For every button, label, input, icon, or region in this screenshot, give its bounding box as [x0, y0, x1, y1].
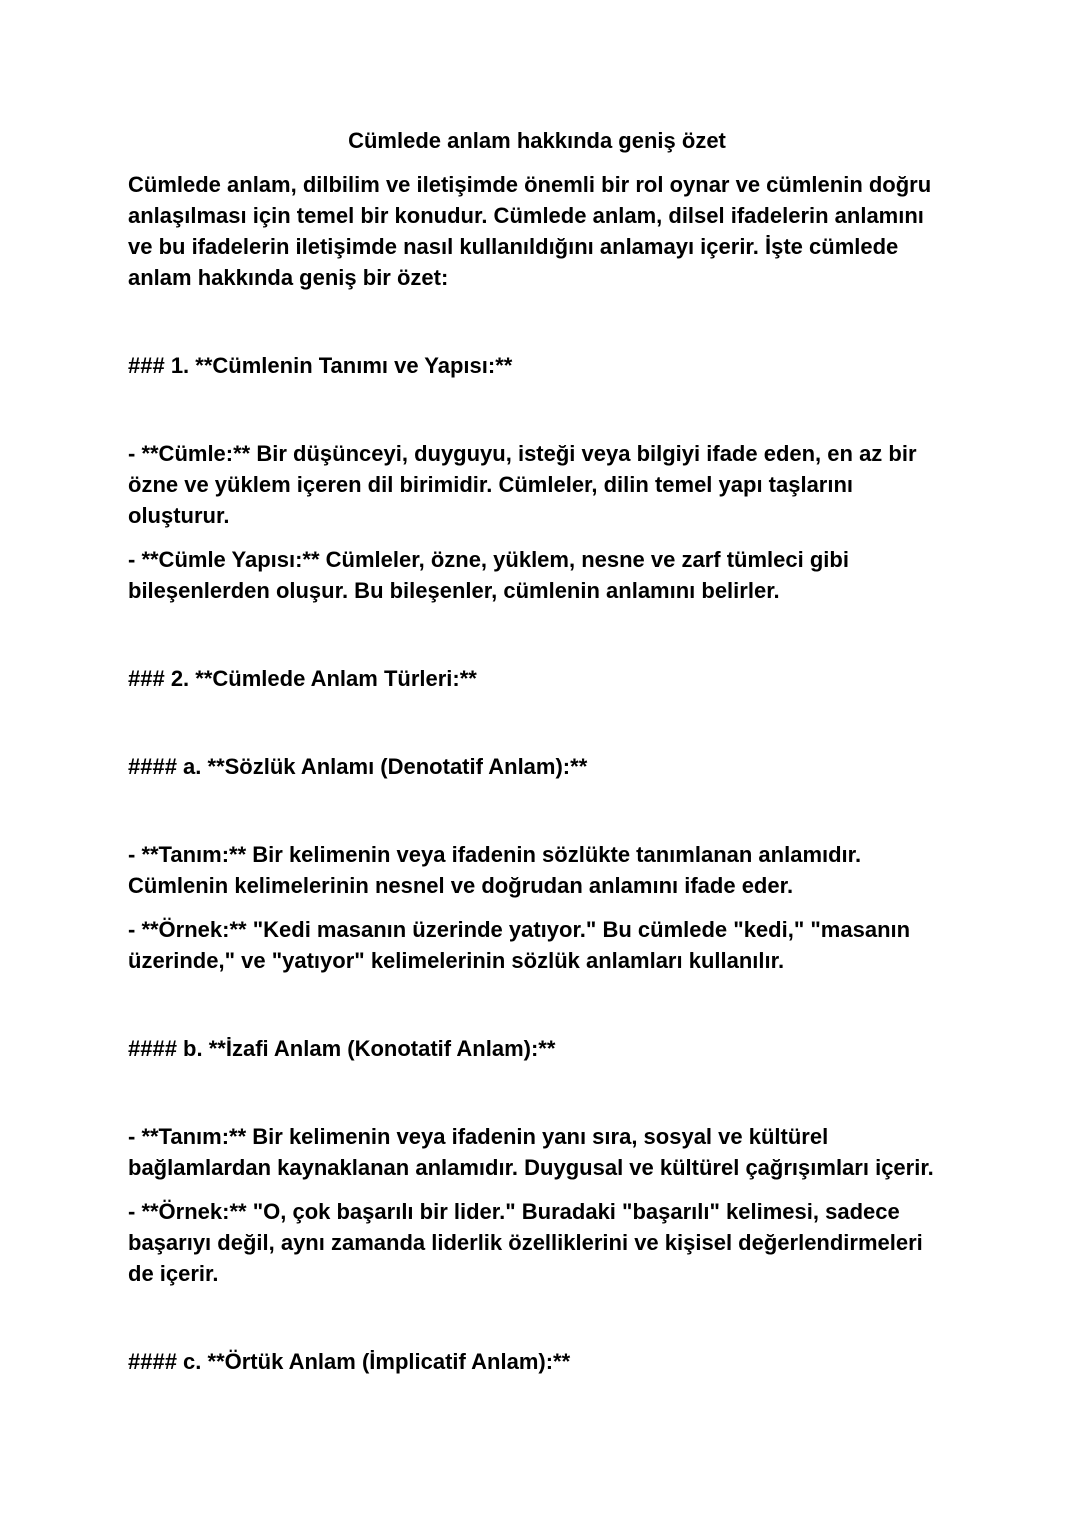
- document-title: Cümlede anlam hakkında geniş özet: [348, 128, 726, 153]
- markdown-heading-2b: #### b. **İzafi Anlam (Konotatif Anlam):**: [128, 1036, 556, 1061]
- bullet-paragraph-cumle-yapisi: - **Cümle Yapısı:** Cümleler, özne, yüklem, nesne ve zarf tümleci gibi bileşenlerden oluşur. Bu bileşenler, cümlenin anlamını belirler.: [128, 547, 856, 603]
- bullet-paragraph-tanim-b: - **Tanım:** Bir kelimenin veya ifadenin yanı sıra, sosyal ve kültürel bağlamlardan kaynaklanan anlamıdır. Duygusal ve kültürel çağrışımları içerir.: [128, 1124, 934, 1180]
- bullet-paragraph-ornek-a: - **Örnek:** "Kedi masanın üzerinde yatıyor." Bu cümlede "kedi," "masanın üzerinde," ve "yatıyor" kelimelerinin sözlük anlamları kullanılır.: [128, 917, 917, 973]
- markdown-heading-2a: #### a. **Sözlük Anlamı (Denotatif Anlam):**: [128, 754, 588, 779]
- blank-line: [128, 306, 946, 337]
- markdown-heading-2: ### 2. **Cümlede Anlam Türleri:**: [128, 666, 477, 691]
- blank-line: [128, 795, 946, 826]
- document-content: [128, 125, 946, 1377]
- bullet-paragraph-ornek-b: - **Örnek:** "O, çok başarılı bir lider." Buradaki "başarılı" kelimesi, sadece başarıyı değil, aynı zamanda liderlik özelliklerini ve kişisel değerlendirmeleri de içerir.: [128, 1199, 929, 1286]
- bullet-paragraph-tanim-a: - **Tanım:** Bir kelimenin veya ifadenin sözlükte tanımlanan anlamıdır. Cümlenin kelimelerinin nesnel ve doğrudan anlamını ifade eder.: [128, 842, 868, 898]
- blank-line: [128, 619, 946, 650]
- intro-paragraph: Cümlede anlam, dilbilim ve iletişimde önemli bir rol oynar ve cümlenin doğru anlaşılması için temel bir konudur. Cümlede anlam, dilsel ifadelerin anlamını ve bu ifadelerin iletişimde nasıl kullanıldığını anlamayı içerir. İşte cümlede anlam hakkında geniş bir özet:: [128, 172, 938, 290]
- blank-line: [128, 989, 946, 1020]
- blank-line: [128, 1077, 946, 1108]
- blank-line: [128, 1302, 946, 1333]
- blank-line: [128, 394, 946, 425]
- bullet-paragraph-cumle: - **Cümle:** Bir düşünceyi, duyguyu, isteği veya bilgiyi ifade eden, en az bir özne ve yüklem içeren dil birimidir. Cümleler, dilin temel yapı taşlarını oluşturur.: [128, 441, 923, 528]
- markdown-heading-1: ### 1. **Cümlenin Tanımı ve Yapısı:**: [128, 353, 513, 378]
- markdown-heading-2c: #### c. **Örtük Anlam (İmplicatif Anlam):**: [128, 1349, 571, 1374]
- blank-line: [128, 707, 946, 738]
